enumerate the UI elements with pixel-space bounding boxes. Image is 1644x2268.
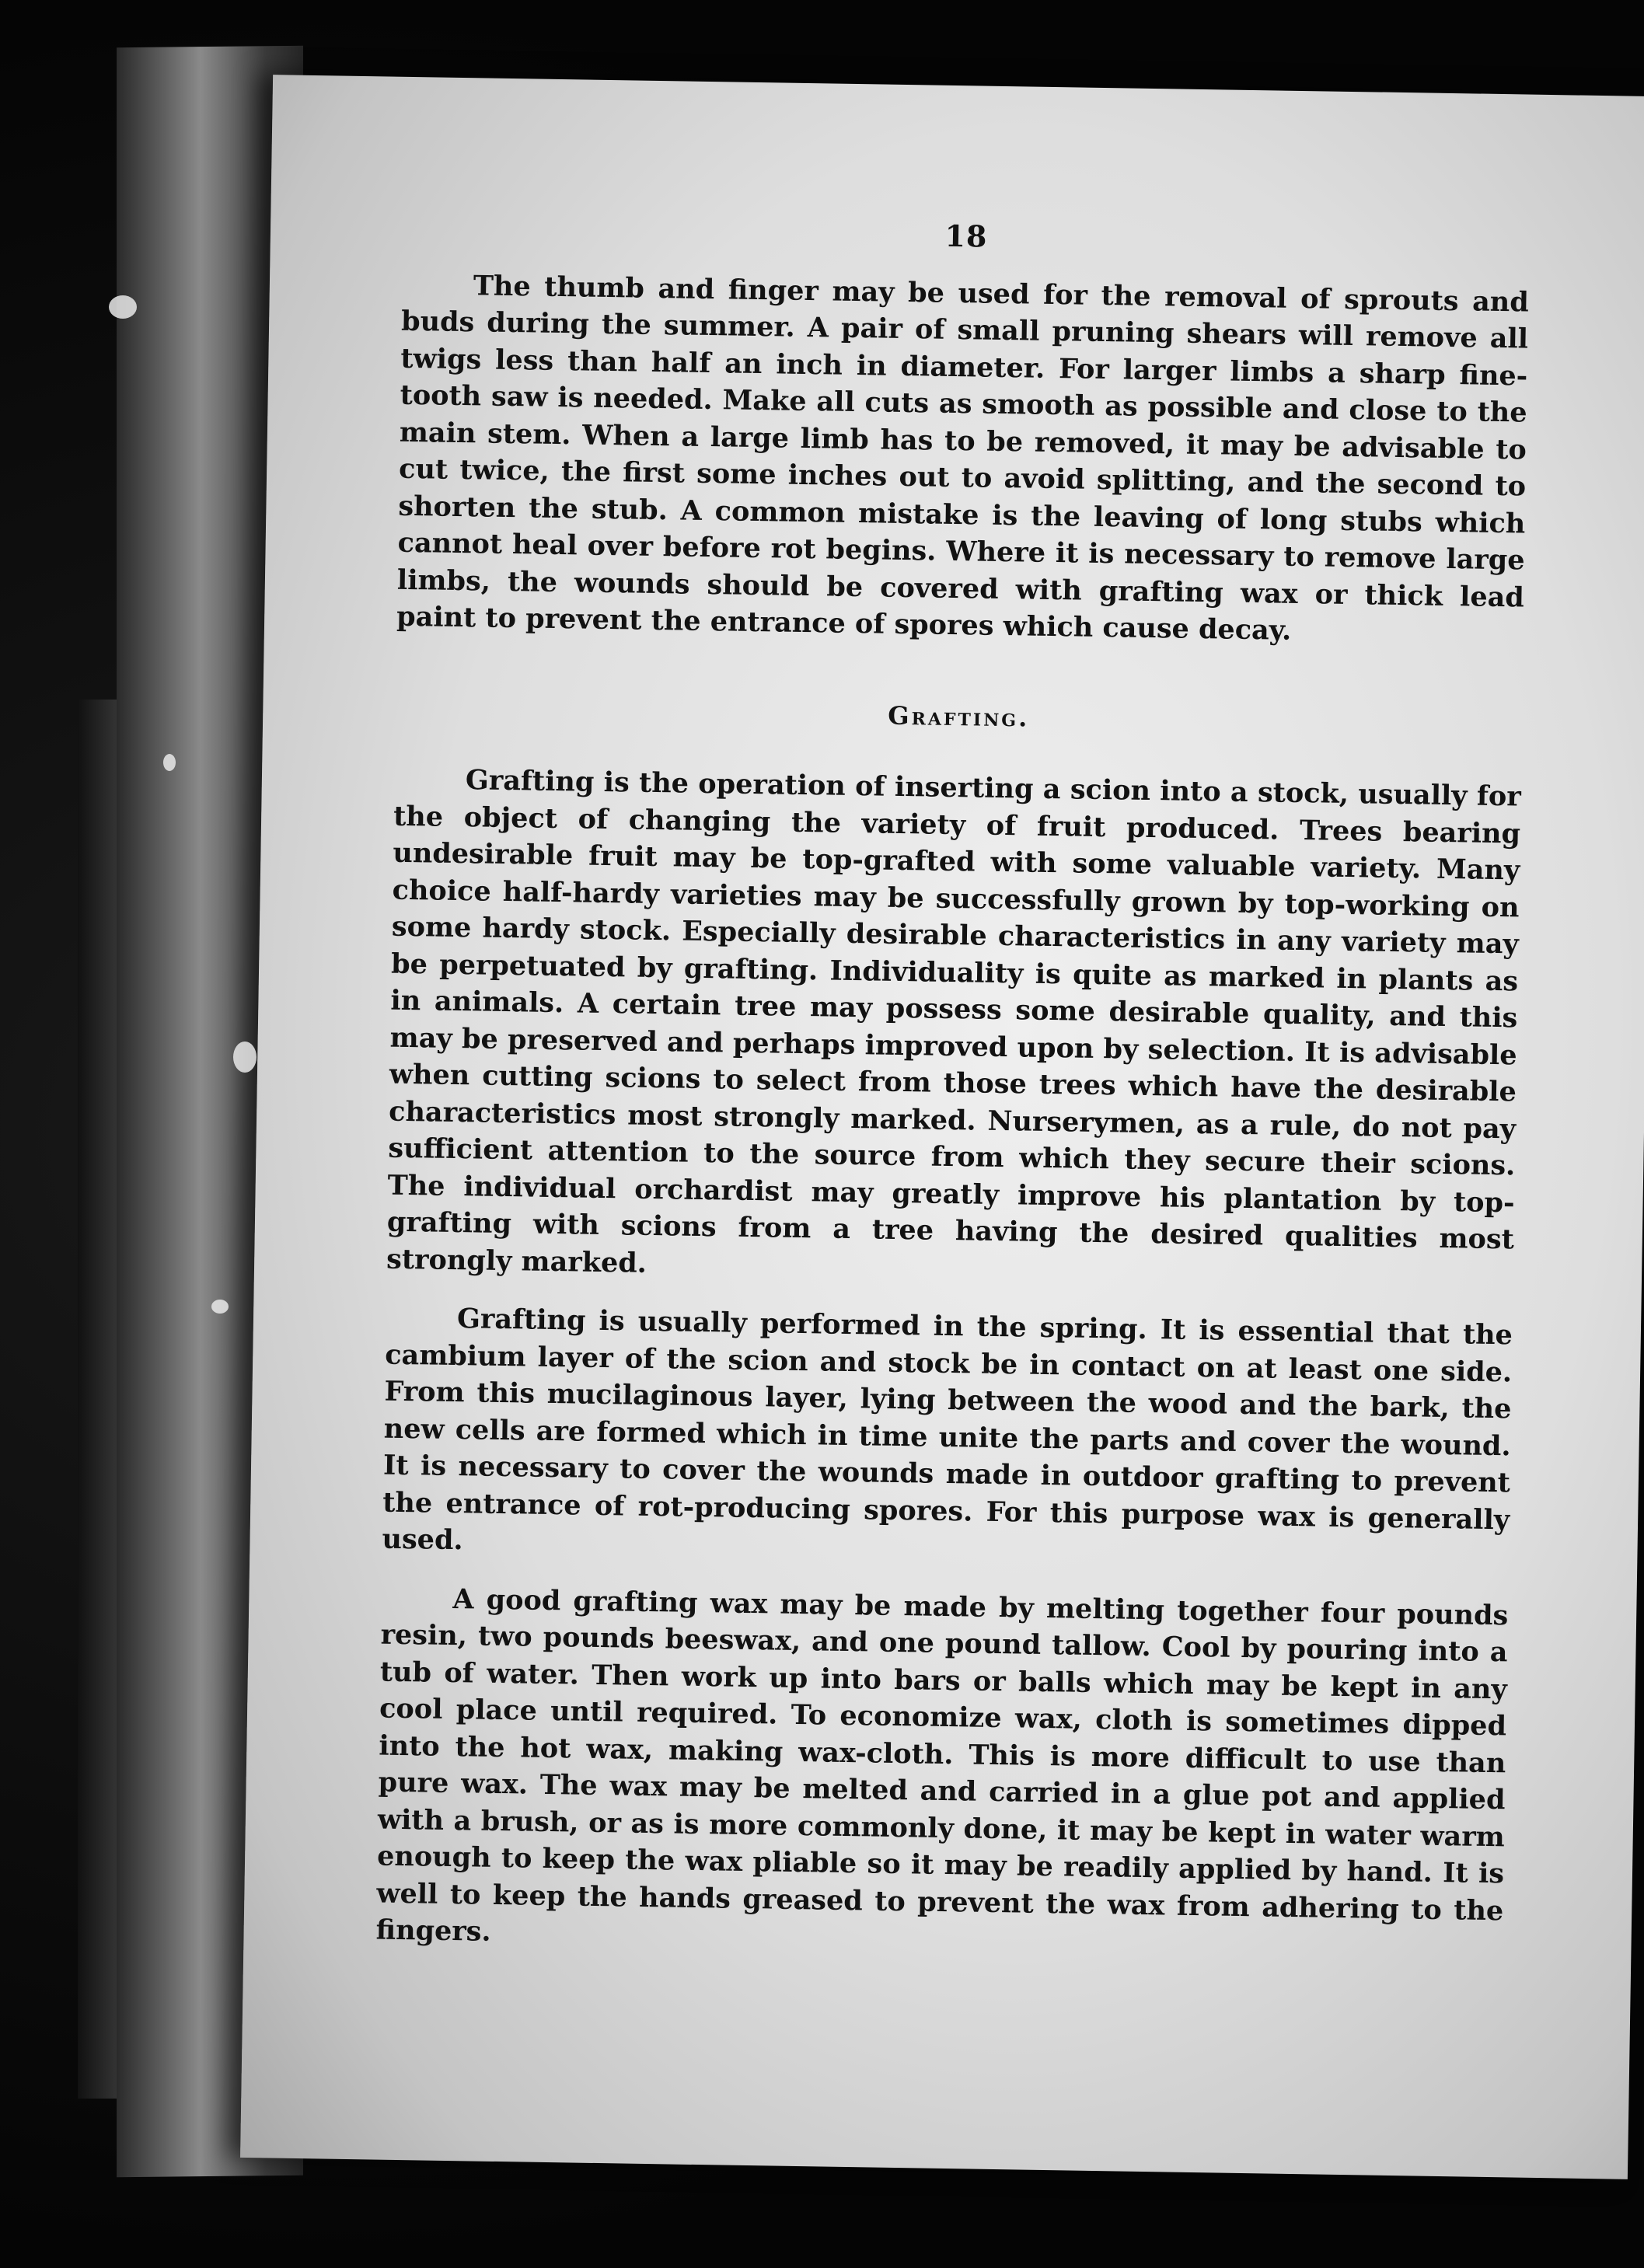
page-number: 18 — [944, 218, 988, 254]
scan-speck — [233, 1042, 257, 1073]
scan-speck — [163, 754, 176, 771]
paragraph-grafting-season: Grafting is usually performed in the spring. It is essential that the cambium layer of the scion and stock be in contact on at least one side. From this mucilaginous layer, lying between the wood and the bark, the new cells are formed which in time unite the parts and cover the wound. It is necessary to cover the wounds made in outdoor grafting to prevent the entrance of rot-producing spores. For this purpose wax is generally used. — [382, 1303, 1513, 1557]
paragraph-pruning: The thumb and finger may be used for the removal of sprouts and buds during the summer. A pair of small pruning shears will remove all twigs less than half an inch in diameter. For larger limbs a sharp fine-tooth saw is needed. Make all cuts as smooth as possible and close to the main stem. When a large limb has to be removed, it may be advisable to cut twice, the first some inches out to avoid splitting, and the second to shorten the stub. A common mistake is the leaving of long stubs which cannot heal over before rot begins. Where it is necessary to remove large limbs, the wounds should be covered with grafting wax or thick lead paint to prevent the entrance of spores which cause decay. — [396, 269, 1530, 647]
book-page — [240, 75, 1644, 2179]
section-heading: Grafting. — [888, 700, 1030, 733]
scan-speck — [109, 295, 137, 319]
page-text-block — [375, 209, 1530, 1988]
paragraph-grafting-definition: Grafting is the operation of inserting a scion into a stock, usually for the object of changing the variety of fruit produced. Trees bearing undesirable fruit may be top-grafted with some valuable variety. Many choice half-hardy varieties may be successfully grown by top-working on some hardy stock. Especially desirable characteristics in any variety may be perpetuated by grafting. Individuality is quite as marked in plants as in animals. A certain tree may possess some desirable quality, and this may be preserved and perhaps improved upon by selection. It is advisable when cutting scions to select from those trees which have the desirable characteristics most strongly marked. Nurserymen, as a rule, do not pay sufficient attention to the source from which they secure their scions. The individual orchardist may greatly improve his plantation by top-grafting with scions from a tree having the desired qualities most strongly marked. — [386, 764, 1522, 1279]
paragraph-grafting-wax: A good grafting wax may be made by melting together four pounds resin, two pounds beeswax, and one pound tallow. Cool by pouring into a tub of water. Then work up into bars or balls which may be kept in any cool place until required. To economize wax, cloth is sometimes dipped into the hot wax, making wax-cloth. This is more difficult to use than pure wax. The wax may be melted and carried in a glue pot and applied with a brush, or as is more commonly done, it may be kept in water warm enough to keep the wax pliable so it may be readily applied by hand. It is well to keep the hands greased to prevent the wax from adhering to the fingers. — [375, 1582, 1509, 1948]
scan-speck — [211, 1300, 229, 1314]
